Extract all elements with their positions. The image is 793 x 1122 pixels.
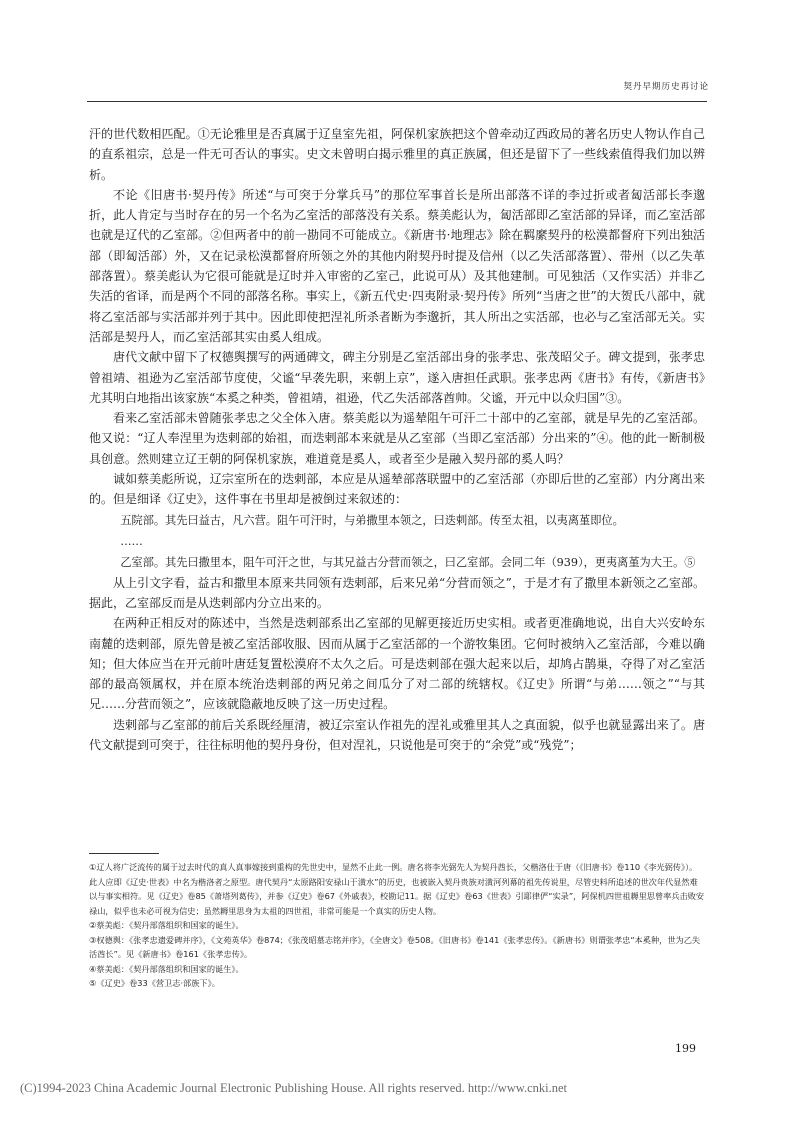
block-quote-line: 五院部。其先曰益古，凡六营。阻午可汗时，与弟撒里本领之，曰迭剌部。传至太祖，以夷离堇即位。 — [120, 513, 624, 527]
footnote: ④蔡美彪：《契丹部落组织和国家的诞生》。 — [89, 963, 244, 974]
header-divider — [87, 101, 707, 102]
block-quote-line: 乙室部。其先曰撒里本，阻午可汗之世，与其兄益古分营而领之，曰乙室部。会同二年（939），更夷离堇为大王。⑤ — [120, 555, 696, 569]
copyright-watermark: (C)1994-2023 China Academic Journal Electronic Publishing House. All rights reserved. http://www.cnki.net — [20, 1081, 568, 1095]
paragraph: 看来乙室活部未曾随张孝忠之父全体入唐。蔡美彪以为遥辇阻午可汗二十部中的乙室部，就是早先的乙室活部。他又说：“辽人奉涅里为迭剌部的始祖，而迭剌部本来就是从乙室部（当即乙室活部）分出来的”④。他的此一断制极具创意。然则建立辽王朝的阿保机家族，难道竟是奚人，或者至少是融入契丹部的奚人吗？ — [89, 411, 705, 466]
footnote: ①辽人将广泛流传的属于过去时代的真人真事嫁接到重构的先世史中，显然不止此一例。唐名将李光弼先人为契丹酋长，父楷洛仕于唐（《旧唐书》卷110《李光弼传》）。此人应即《辽史·世表》中名为楷洛者之原型。唐代契丹“太原路阳安禄山于潢水”的历史，也被嵌入契丹贵族对潢河列幕的祖先传说里，尽管史料所追述的世次年代显然难以与事实相符。见《辽史》卷85《萧塔列葛传》，并参《辽史》卷67《外戚表》，校勘记11。据《辽史》卷63《世表》引耶律俨“实录”，阿保机四世祖耨里思曾率兵击败安禄山，似乎也未必可视为信史；虽然耨里思身为太祖的四世祖，非常可能是一个真实的历史人物。 — [89, 862, 705, 916]
paragraph: 不论《旧唐书·契丹传》所述“与可突于分掌兵马”的那位军事首长是所出部落不详的李过折或者匐活部长李邈折，此人肯定与当时存在的另一个名为乙室活的部落没有关系。蔡美彪认为，匐活部即乙室活部的异译，而乙室活部也就是辽代的乙室部。②但两者中的前一勘同不可能成立。《新唐书·地理志》除在羁縻契丹的松漠都督府下列出独活部（即匐活部）外，又在记录松漠都督府所领之外的其他内附契丹时提及信州（以乙失活部落置）、带州（以乙失革部落置）。蔡美彪认为它很可能就是辽时并入审密的乙室己，此说可从）及其他建制。可见独活（又作实活）并非乙失活的省译，而是两个不同的部落名称。事实上，《新五代史·四夷附录·契丹传》所列“当唐之世”的大贺氏八部中，就将乙室活部与实活部并列于其中。因此即使把涅礼所杀者断为李邈折，其人所出之实活部，也必与乙室活部无关。实活部是契丹人，而乙室活部其实由奚人组成。 — [89, 187, 705, 344]
footnote: ⑤《辽史》卷33《营卫志·部族下》。 — [89, 978, 220, 988]
paragraph: 汗的世代数相匹配。①无论雅里是否真属于辽皇室先祖，阿保机家族把这个曾牵动辽西政局的著名历史人物认作自己的直系祖宗，总是一件无可否认的事实。史文未曾明白揭示雅里的真正族属，但还是留下了一些线索值得我们加以辨析。 — [89, 127, 705, 182]
page-number: 199 — [675, 1042, 696, 1055]
block-quote-ellipsis: …… — [120, 534, 143, 548]
footnote-divider — [89, 853, 159, 854]
paragraph: 从上引文字看，益古和撒里本原来共同领有迭剌部，后来兄弟“分营而领之”，于是才有了撒里本新领之乙室部。据此，乙室部反而是从迭剌部内分立出来的。 — [89, 575, 705, 610]
article-body — [89, 124, 705, 755]
footnote: ③权德舆：《张孝忠遗爱碑并序》，《文苑英华》卷874；《张茂昭墓志铭并序》，《全唐文》卷508。《旧唐书》卷141《张孝忠传》。《新唐书》则谓张孝忠“本奚种，世为乙失活酋长”。见《新唐书》卷161《张孝忠传》。 — [89, 934, 701, 959]
paragraph: 诚如蔡美彪所说，辽宗室所在的迭剌部，本应是从遥辇部落联盟中的乙室活部（亦即后世的乙室部）内分离出来的。但是细译《辽史》，这件事在书里却是被倒过来叙述的： — [89, 472, 705, 507]
footnote: ②蔡美彪：《契丹部落组织和国家的诞生》。 — [89, 920, 244, 930]
footnotes — [89, 860, 705, 991]
paragraph: 迭剌部与乙室部的前后关系既经厘清，被辽宗室认作祖先的涅礼或雅里其人之真面貌，似乎也就显露出来了。唐代文献提到可突于，往往标明他的契丹身份，但对涅礼，只说他是可突于的“余党”或“残党”； — [89, 717, 705, 753]
paragraph: 在两种正相反对的陈述中，当然是迭剌部系出乙室部的见解更接近历史实相。或者更准确地说，出自大兴安岭东南麓的迭剌部，原先曾是被乙室活部收服、因而从属于乙室活部的一个游牧集团。它何时被纳入乙室活部，今难以确知；但大体应当在开元前叶唐廷复置松漠府不太久之后。可是迭剌部在强大起来以后，却鸠占鹊巢，夺得了对乙室活部的最高领属权，并在原本统治迭剌部的两兄弟之间瓜分了对二部的统辖权。《辽史》所谓“与弟……领之”“与其兄……分营而领之”，应该就隐蔽地反映了这一历史过程。 — [89, 616, 705, 712]
running-title: 契丹早期历史再讨论 — [623, 82, 709, 92]
paragraph: 唐代文献中留下了权德舆撰写的两通碑文，碑主分别是乙室活部出身的张孝忠、张茂昭父子。碑文提到，张孝忠曾祖靖、祖逊为乙室活部节度使，父谧“早袭先职，来朝上京”，遂入唐担任武职。张孝忠两《唐书》有传，《新唐书》尤其明白地指出该家族“本奚之种类，曾祖靖，祖逊，代乙失活部落酋帅。父谧，开元中以众归国”③。 — [89, 350, 705, 405]
